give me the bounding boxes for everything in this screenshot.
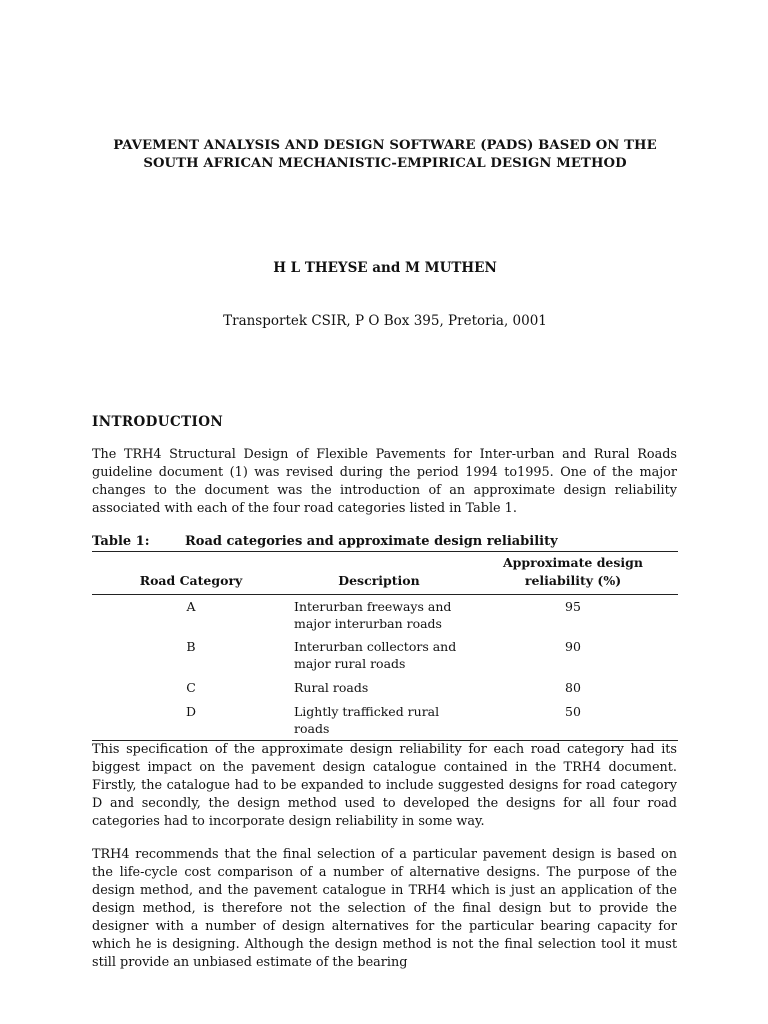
cell-category: B: [186, 639, 196, 654]
header-description: Description: [290, 552, 468, 595]
cell-category: A: [186, 599, 196, 614]
header-reliability-line-1: Approximate design: [502, 555, 643, 570]
table-row: [92, 632, 678, 672]
road-category-table: [92, 551, 678, 741]
header-reliability-line-2: reliability (%): [524, 573, 622, 588]
table-caption-number: Table 1:: [92, 534, 150, 549]
paper-title: [90, 137, 680, 173]
cell-reliability: 80: [565, 680, 581, 695]
cell-description: Interurban collectors and major rural roads: [294, 639, 457, 671]
paper-title-line-1: PAVEMENT ANALYSIS AND DESIGN SOFTWARE (PADS) BASED ON THE: [113, 138, 657, 153]
paragraph-trh4-recommendation: TRH4 recommends that the final selection of a particular pavement design is based on the life-cycle cost comparison of a number of alternative designs. The purpose of the design method, and the pavement catalogue in TRH4 which is just an application of the design method, is therefore not the selection of the final design but to provide the designer with a number of design alternatives for the particular bearing capacity for which he is designing. Although the design method is not the final selection tool it must still provide an unbiased estimate of the bearing: [92, 847, 677, 970]
table-row: [92, 696, 678, 741]
section-heading: INTRODUCTION: [92, 414, 224, 430]
cell-reliability: 50: [468, 696, 678, 741]
table-row: [92, 672, 678, 696]
cell-description: Lightly trafficked rural roads: [290, 696, 468, 741]
cell-category: D: [92, 696, 290, 741]
affiliation: Transportek CSIR, P O Box 395, Pretoria, 0001: [223, 313, 547, 329]
paragraph-reliability-impact: This specification of the approximate design reliability for each road category had its biggest impact on the pavement design catalogue contained in the TRH4 document. Firstly, the catalogue had to be expanded to include suggested designs for road category D and secondly, the design method used to developed the designs for all four road categories had to incorporate design reliability in some way.: [92, 742, 677, 829]
cell-reliability: 90: [565, 639, 581, 654]
cell-reliability: 95: [565, 599, 581, 614]
table-caption: [92, 533, 677, 551]
header-reliability: [468, 552, 678, 595]
cell-category: C: [186, 680, 196, 695]
paper-title-line-2: SOUTH AFRICAN MECHANISTIC-EMPIRICAL DESIGN METHOD: [143, 156, 627, 171]
authors: H L THEYSE and M MUTHEN: [273, 260, 497, 276]
cell-description: Interurban freeways and major interurban roads: [294, 599, 452, 631]
paragraph-intro: The TRH4 Structural Design of Flexible Pavements for Inter-urban and Rural Roads guideline document (1) was revised during the period 1994 to1995. One of the major changes to the document was the introduction of an approximate design reliability associated with each of the four road categories listed in Table 1.: [92, 447, 677, 516]
table-caption-text: Road categories and approximate design reliability: [185, 534, 558, 549]
table-header-row: [92, 552, 678, 595]
header-road-category: Road Category: [92, 552, 290, 595]
table-row: [92, 595, 678, 633]
cell-description: Rural roads: [294, 680, 369, 695]
